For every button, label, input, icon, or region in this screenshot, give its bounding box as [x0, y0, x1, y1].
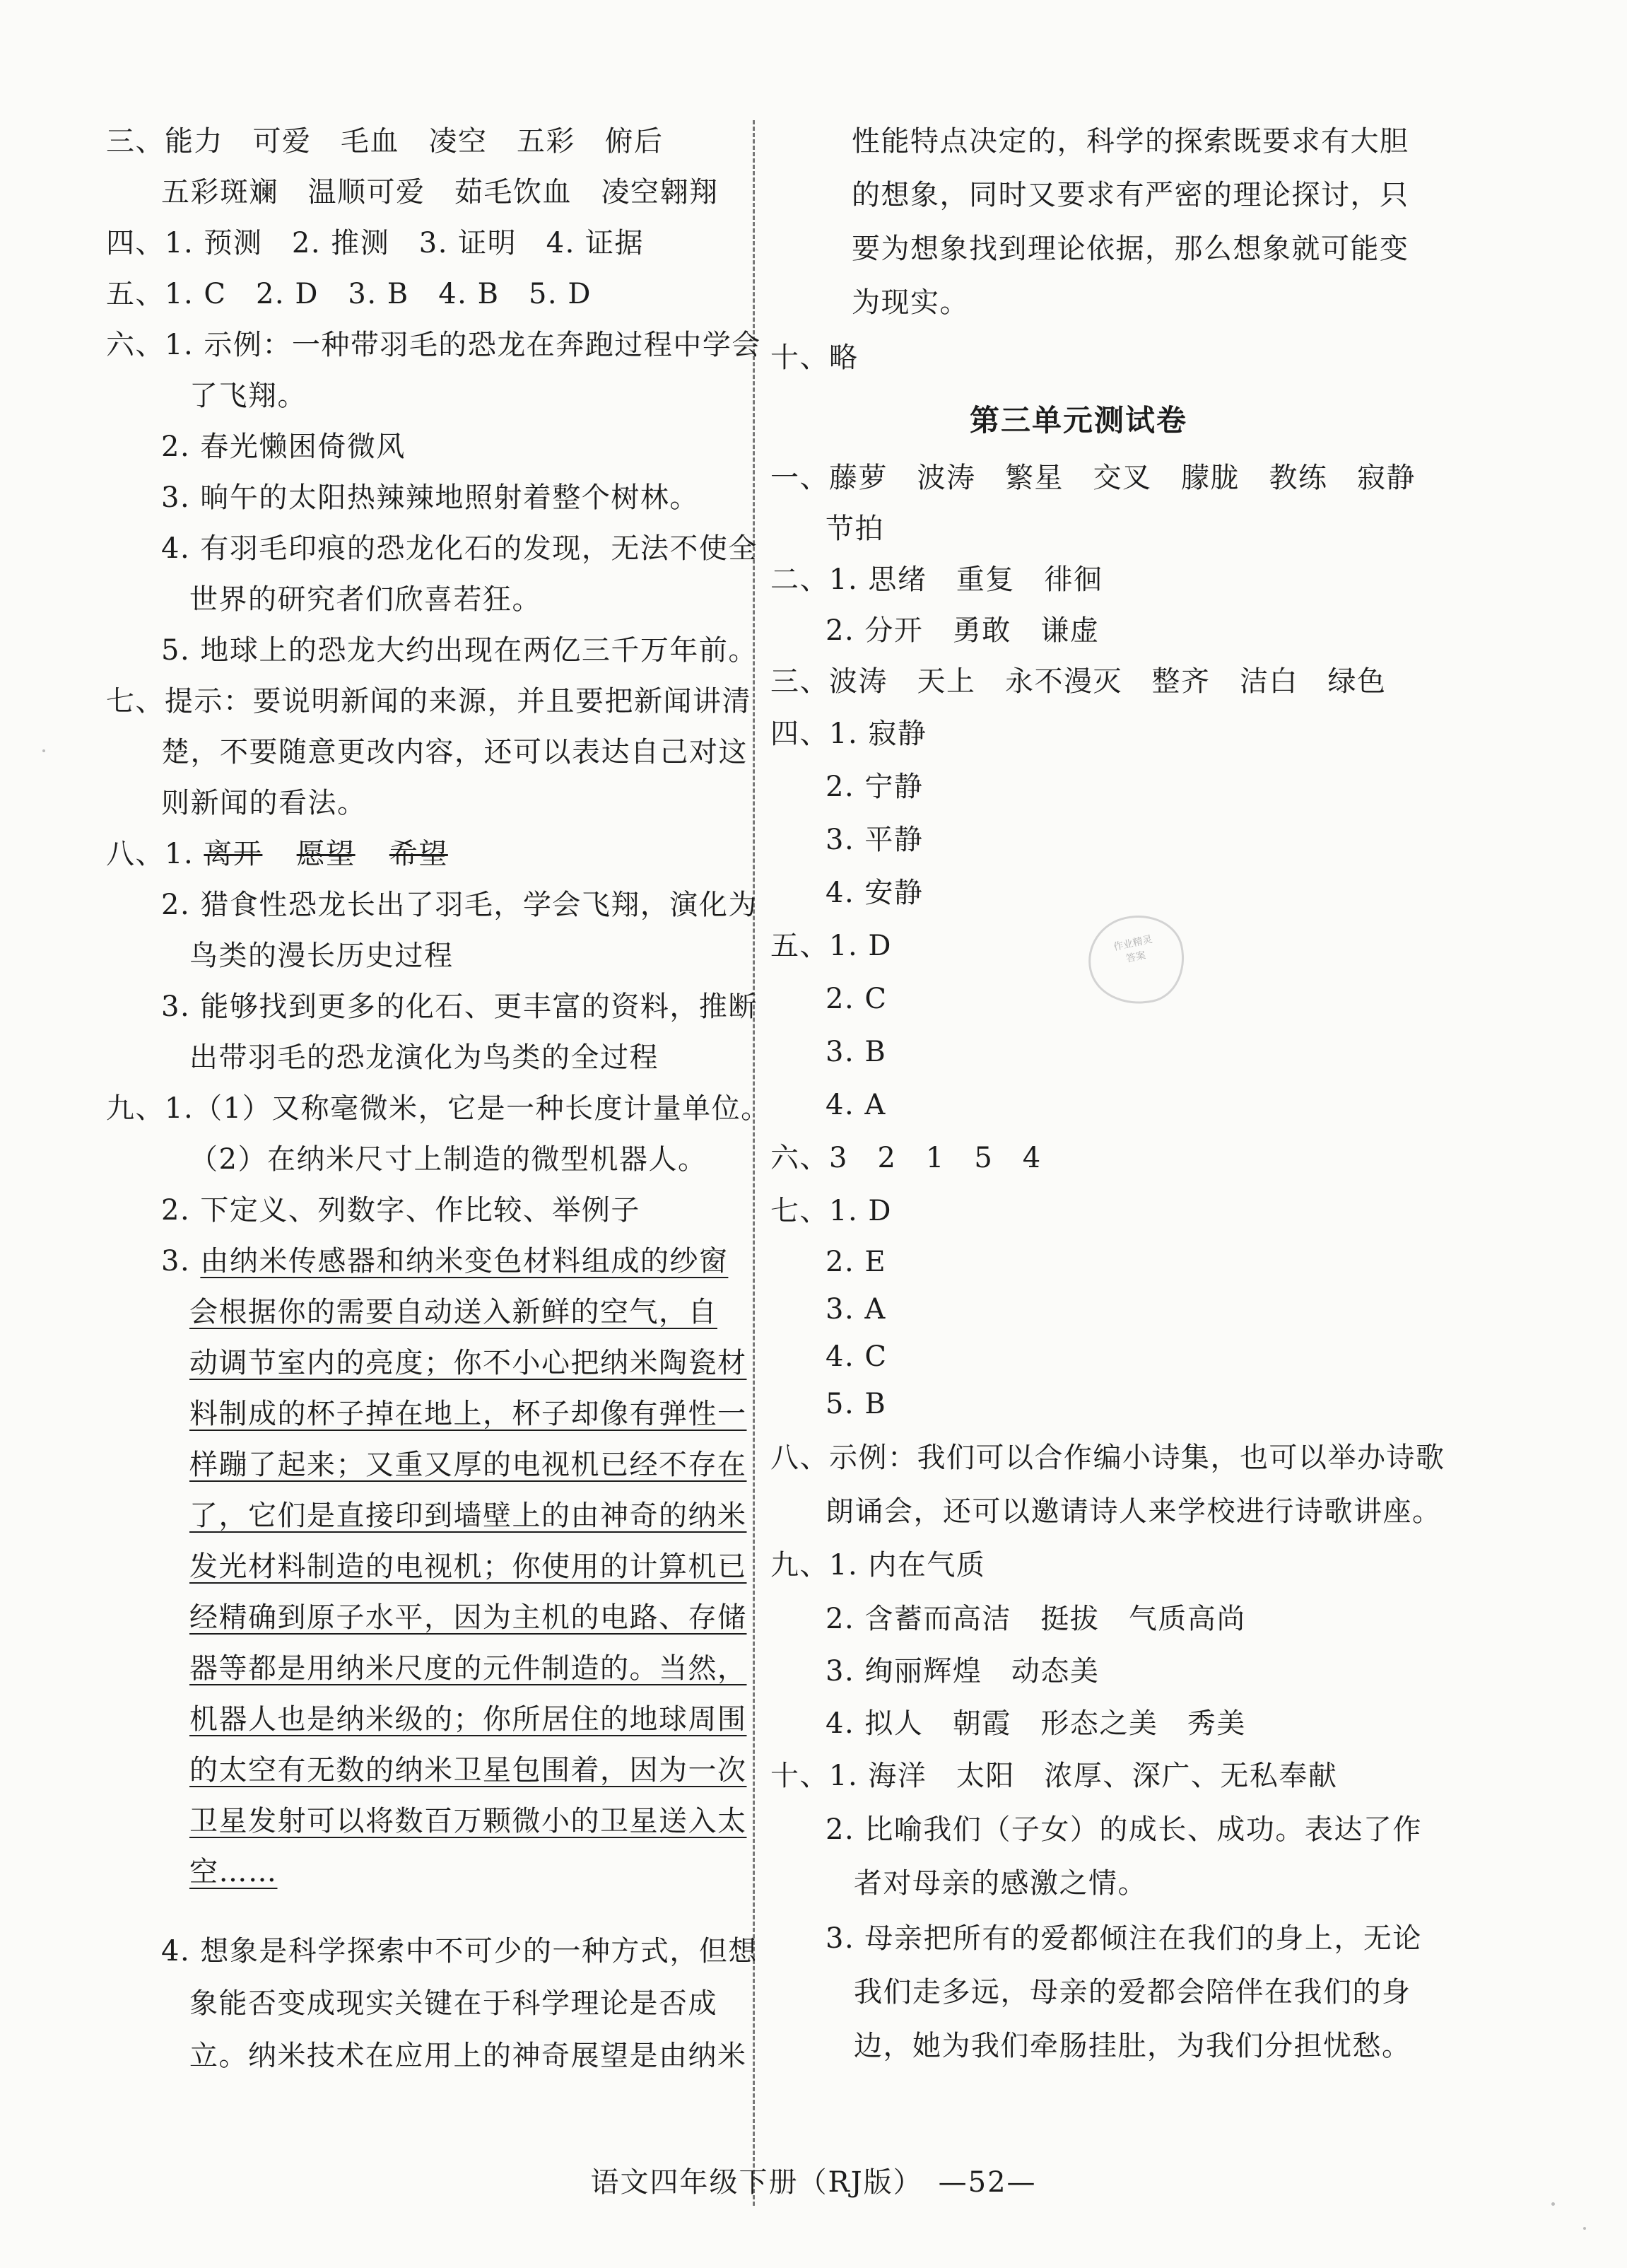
- underlined-line: 动调节室内的亮度；你不小心把纳米陶瓷材: [189, 1347, 747, 1379]
- answer-line: 了飞翔。: [189, 380, 307, 412]
- question-number: 3.: [161, 1245, 191, 1278]
- answer-line: 5. 地球上的恐龙大约出现在两亿三千万年前。: [161, 634, 758, 667]
- answer-line: 四、1. 寂静: [770, 718, 927, 750]
- answer-line: 我们走多远，母亲的爱都会陪伴在我们的身: [854, 1976, 1411, 2009]
- answer-line: 2. 含蓄而高洁 挺拔 气质高尚: [826, 1603, 1246, 1635]
- underlined-line: 会根据你的需要自动送入新鲜的空气，自: [189, 1296, 717, 1328]
- underlined-line: 的太空有无数的纳米卫星包围着，因为一次: [189, 1754, 747, 1787]
- answer-line: 4. 想象是科学探索中不可少的一种方式，但想: [161, 1935, 758, 1968]
- answer-line: 3. 母亲把所有的爱都倾注在我们的身上，无论: [826, 1922, 1422, 1955]
- answer-line: 要为想象找到理论依据，那么想象就可能变: [852, 233, 1409, 265]
- answer-line: 出带羽毛的恐龙演化为鸟类的全过程: [189, 1041, 659, 1074]
- answer-line: 朗诵会，还可以邀请诗人来学校进行诗歌讲座。: [826, 1495, 1442, 1528]
- answer-line: 九、1. 内在气质: [770, 1549, 986, 1582]
- answer-line: 六、1. 示例：一种带羽毛的恐龙在奔跑过程中学会: [106, 329, 761, 361]
- answer-line: 为现实。: [852, 286, 969, 319]
- underlined-line: 料制成的杯子掉在地上，杯子却像有弹性一: [189, 1398, 747, 1430]
- answer-line: 4. 拟人 朝霞 形态之美 秀美: [826, 1707, 1246, 1740]
- answer-line: 者对母亲的感激之情。: [854, 1867, 1147, 1900]
- scan-speck: [1551, 2202, 1555, 2206]
- answer-line: 二、1. 思绪 重复 徘徊: [770, 563, 1103, 596]
- answer-line: 4. 有羽毛印痕的恐龙化石的发现，无法不使全: [161, 532, 758, 565]
- underlined-line: 样蹦了起来；又重又厚的电视机已经不存在: [189, 1449, 747, 1481]
- answer-line: 性能特点决定的，科学的探索既要求有大胆: [852, 125, 1409, 158]
- answer-line: 边，她为我们牵肠挂肚，为我们分担忧愁。: [854, 2030, 1411, 2062]
- answer-line: 五、1. C 2. D 3. B 4. B 5. D: [106, 278, 592, 310]
- underlined-line: 机器人也是纳米级的；你所居住的地球周围: [189, 1703, 747, 1736]
- answer-line: 3. 平静: [826, 824, 924, 856]
- answer-line: 2. 下定义、列数字、作比较、举例子: [161, 1194, 640, 1227]
- answer-line: 3. 能够找到更多的化石、更丰富的资料，推断: [161, 990, 758, 1023]
- answer-line: 一、藤萝 波涛 繁星 交叉 朦胧 教练 寂静: [770, 462, 1416, 494]
- answer-line: 象能否变成现实关键在于科学理论是否成: [189, 1987, 717, 2020]
- answer-line: 3. 晌午的太阳热辣辣地照射着整个树林。: [161, 481, 699, 514]
- answer-line: 的想象，同时又要求有严密的理论探讨，只: [852, 179, 1409, 211]
- page-footer: 语文四年级下册（RJ版） —52—: [590, 2166, 1037, 2199]
- question-number: 八、1.: [106, 838, 194, 870]
- answer-line: 七、提示：要说明新闻的来源，并且要把新闻讲清: [106, 685, 751, 718]
- answer-line: 三、波涛 天上 永不漫灭 整齐 洁白 绿色: [770, 665, 1387, 698]
- answer-line: 楚，不要随意更改内容，还可以表达自己对这: [161, 736, 748, 768]
- answer-line: [161, 1241, 728, 1281]
- answer-line: 四、1. 预测 2. 推测 3. 证明 4. 证据: [106, 227, 645, 259]
- answer-line: 2. 比喻我们（子女）的成长、成功。表达了作: [826, 1813, 1422, 1846]
- answer-line: 4. 安静: [826, 877, 924, 909]
- answer-line: 4. C: [826, 1340, 888, 1373]
- underlined-line: 器等都是用纳米尺度的元件制造的。当然，: [189, 1652, 747, 1685]
- struck-word: 愿望: [296, 838, 356, 870]
- answer-line: [106, 834, 448, 874]
- answer-line: （2）在纳米尺寸上制造的微型机器人。: [189, 1143, 707, 1176]
- answer-line: 立。纳米技术在应用上的神奇展望是由纳米: [189, 2040, 747, 2072]
- answer-line: 十、略: [770, 341, 859, 374]
- answer-line: 2. C: [826, 983, 888, 1015]
- scan-speck: [1583, 2227, 1586, 2230]
- watermark-stamp: 作业精灵 答案: [1080, 906, 1192, 1014]
- answer-line: 2. E: [826, 1246, 887, 1278]
- answer-line: 六、3 2 1 5 4: [770, 1142, 1042, 1174]
- underlined-line: 空……: [189, 1856, 278, 1888]
- answer-line: 2. 宁静: [826, 771, 924, 803]
- answer-line: 3. A: [826, 1293, 886, 1326]
- answer-line: 节拍: [826, 513, 884, 545]
- answer-line: 世界的研究者们欣喜若狂。: [189, 583, 541, 616]
- column-divider: [753, 120, 755, 2206]
- answer-line: 十、1. 海洋 太阳 浓厚、深广、无私奉献: [770, 1760, 1338, 1792]
- scan-speck: [42, 749, 45, 752]
- answer-line: 则新闻的看法。: [161, 787, 367, 819]
- answer-line: 五、1. D: [770, 930, 892, 962]
- answer-line: 2. 猎食性恐龙长出了羽毛，学会飞翔，演化为: [161, 889, 758, 921]
- answer-line: 三、能力 可爱 毛血 凌空 五彩 俯后: [106, 125, 664, 158]
- struck-word: 希望: [389, 838, 448, 870]
- answer-line: 九、1.（1）又称毫微米，它是一种长度计量单位。: [106, 1092, 770, 1125]
- answer-line: 五彩斑斓 温顺可爱 茹毛饮血 凌空翱翔: [161, 176, 719, 209]
- underlined-line: 经精确到原子水平，因为主机的电路、存储: [189, 1601, 747, 1634]
- underlined-line: 卫星发射可以将数百万颗微小的卫星送入太: [189, 1805, 747, 1837]
- answer-line: 4. A: [826, 1089, 886, 1121]
- struck-word: 离开: [204, 838, 263, 870]
- underlined-text: 由纳米传感器和纳米变色材料组成的纱窗: [200, 1245, 729, 1278]
- underlined-line: 了，它们是直接印到墙壁上的由神奇的纳米: [189, 1500, 747, 1532]
- answer-line: 3. 绚丽辉煌 动态美: [826, 1655, 1100, 1688]
- section-heading: 第三单元测试卷: [970, 403, 1188, 438]
- underlined-line: 发光材料制造的电视机；你使用的计算机已: [189, 1550, 747, 1583]
- answer-line: 5. B: [826, 1388, 887, 1420]
- answer-line: 2. 春光懒困倚微风: [161, 431, 406, 463]
- answer-line: 鸟类的漫长历史过程: [189, 940, 454, 972]
- answer-line: 七、1. D: [770, 1195, 892, 1227]
- answer-line: 八、示例：我们可以合作编小诗集，也可以举办诗歌: [770, 1442, 1445, 1474]
- answer-line: 3. B: [826, 1036, 887, 1068]
- answer-line: 2. 分开 勇敢 谦虚: [826, 614, 1100, 647]
